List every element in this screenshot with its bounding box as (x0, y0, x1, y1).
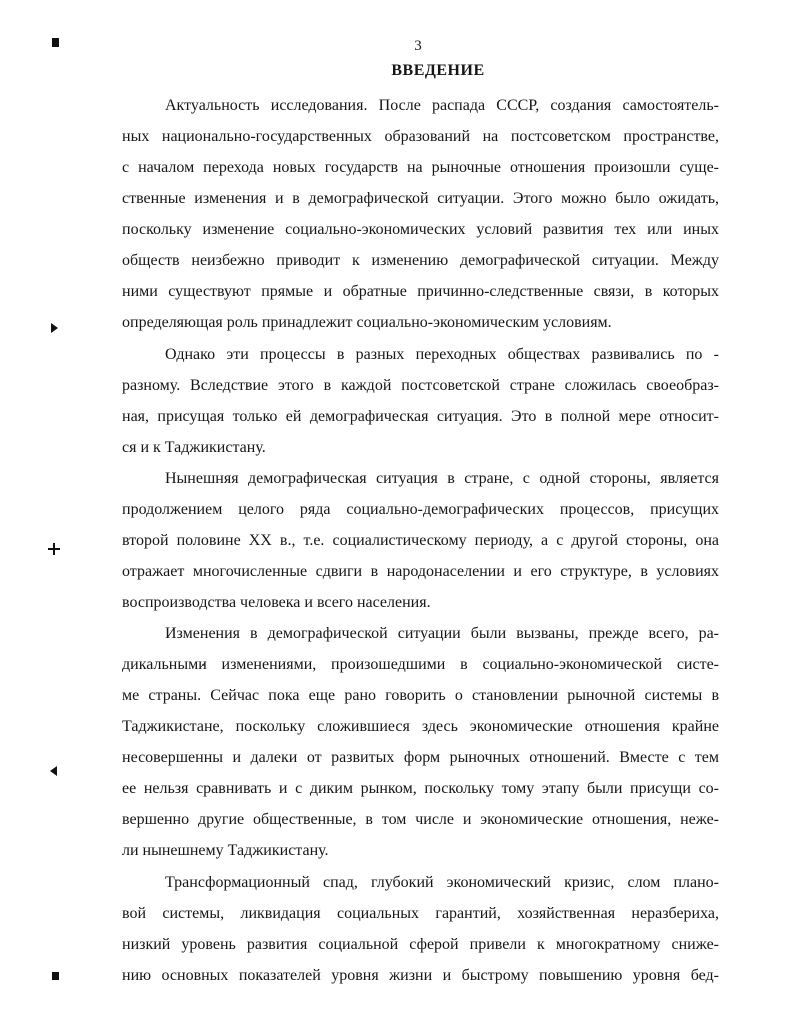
binding-mark-icon (50, 766, 57, 776)
paragraph-1-line-7: ними существуют прямые и обратные причинно-следственные связи, в которых (122, 283, 719, 300)
paragraph-1-line-6: обществ неизбежно приводит к изменению демографической ситуации. Между (122, 252, 719, 269)
paragraph-1-line-1: Актуальность исследования. После распада СССР, создания самостоятель- (165, 97, 719, 114)
paragraph-3-line-2: продолжением целого ряда социально-демографических процессов, присущих (122, 501, 719, 518)
paragraph-3-line-3: второй половине XX в., т.е. социалистическому периоду, а с другой стороны, она (122, 532, 719, 549)
paragraph-3-line-4: отражает многочисленные сдвиги в народонаселении и его структуре, в условиях (122, 563, 719, 580)
paragraph-4-line-3: ме страны. Сейчас пока еще рано говорить о становлении рыночной системы в (122, 687, 719, 704)
paragraph-2-line-4: ся и к Таджикистану. (122, 439, 266, 456)
binding-mark-icon (48, 543, 60, 555)
paragraph-5-line-1: Трансформационный спад, глубокий экономический кризис, слом плано- (165, 874, 719, 891)
paragraph-4-line-1: Изменения в демографической ситуации были вызваны, прежде всего, ра- (165, 625, 719, 642)
page-number: 3 (414, 38, 422, 54)
paragraph-4-line-8: ли нынешнему Таджикистану. (122, 842, 329, 859)
paragraph-4-line-5: несовершенны и далеки от развитых форм рыночных отношений. Вместе с тем (122, 749, 719, 766)
paragraph-4-line-4: Таджикистане, поскольку сложившиеся здесь экономические отношения крайне (122, 718, 719, 735)
paragraph-5-line-2: вой системы, ликвидация социальных гарантий, хозяйственная неразбериха, (122, 905, 719, 922)
paragraph-4-line-6: ее нельзя сравнивать и с диким рынком, поскольку тому этапу были присущи со- (122, 780, 719, 797)
binding-mark-icon (52, 972, 59, 980)
paragraph-3-line-5: воспроизводства человека и всего населения. (122, 594, 431, 611)
paragraph-4-line-7: вершенно другие общественные, в том числе и экономические отношения, нeже- (122, 811, 719, 828)
binding-mark-icon (51, 323, 58, 333)
paragraph-3-line-1: Нынешняя демографическая ситуация в стране, с одной стороны, является (165, 470, 719, 487)
paragraph-4-line-2: дикальными изменениями, произошедшими в социально-экономической систе- (122, 656, 719, 673)
paragraph-2-line-1: Однако эти процессы в разных переходных обществах развивались по - (165, 346, 719, 363)
paragraph-1-line-8: определяющая роль принадлежит социально-экономическим условиям. (122, 314, 612, 331)
paragraph-5-line-4: нию основных показателей уровня жизни и быстрому повышению уровня бед- (122, 967, 719, 984)
paragraph-2-line-2: разному. Вследствие этого в каждой постсоветской стране сложилась своеобраз- (122, 377, 719, 394)
paragraph-1-line-3: с началом перехода новых государств на рыночные отношения произошли суще- (122, 159, 719, 176)
paragraph-2-line-3: ная, присущая только ей демографическая ситуация. Это в полной мере относит- (122, 408, 719, 425)
paragraph-1-line-2: ных национально-государственных образований на постсоветском пространстве, (122, 128, 719, 145)
paragraph-1-line-5: поскольку изменение социально-экономических условий развития тех или иных (122, 221, 719, 238)
paragraph-5-line-3: низкий уровень развития социальной сферой привели к многократному сниже- (122, 936, 719, 953)
paragraph-1-line-4: ственные изменения и в демографической ситуации. Этого можно было ожидать, (122, 190, 719, 207)
section-heading: ВВЕДЕНИЕ (391, 62, 485, 79)
